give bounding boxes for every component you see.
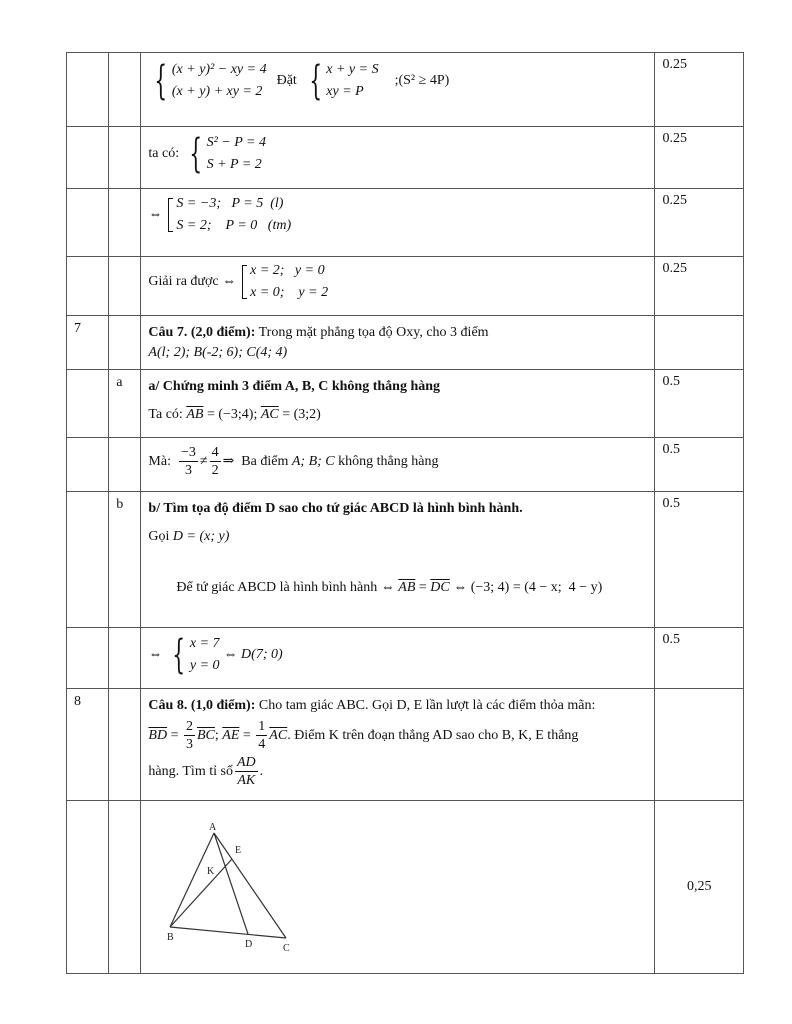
question-number: 8 (67, 689, 109, 801)
figure-cell (141, 801, 655, 974)
score (655, 689, 744, 801)
table-row (67, 316, 744, 370)
sub-part (109, 127, 141, 189)
condition: ;(S² ≥ 4P) (394, 73, 450, 88)
table-row (67, 801, 744, 974)
table-row (67, 438, 744, 492)
vector-ac: $\overline{AC}$ (260, 407, 279, 422)
question-number (67, 370, 109, 438)
score: 0,25 (655, 801, 744, 974)
question-number: 7 (67, 316, 109, 370)
label-c: C (283, 943, 291, 954)
fraction: $\frac{2}{3}$ (186, 719, 193, 752)
answer-content (141, 370, 655, 438)
question-number (67, 127, 109, 189)
equation-line: S² − P = 4 (206, 135, 266, 150)
question-number (67, 438, 109, 492)
sub-part (109, 189, 141, 257)
score: 0.5 (655, 438, 744, 492)
vector-value: = (−3;4); (203, 407, 261, 422)
table-row (67, 689, 744, 801)
question-content: Câu 8. (1,0 điểm): Cho tam giác ABC. Gọi D, E lần lượt là các điểm thỏa mãn: $\overline{BD}$ = $\frac{2}{3}$ $\overline{BC}$ ; $\overline{AE}$ = $\frac{1}{4}$ $\overline{AC}$ . Điểm K trên đoạn thẳng AD sao cho B, K, E thẳng hàng. Tìm tỉ số $\frac{AD}{AK}$ . (141, 689, 655, 801)
table-row (67, 257, 744, 316)
result-text: ⇔ D(7; 0) (223, 647, 283, 662)
not-equal-symbol: ≠ (199, 453, 208, 469)
lead-text: ta có: (148, 146, 180, 161)
fraction: $\frac{4}{2}$ (211, 445, 219, 478)
equals-sign: = (415, 580, 431, 595)
equation-line: (x + y)² − xy = 4 (171, 62, 267, 77)
question-heading: Câu 7. (2,0 điểm): (148, 325, 256, 340)
period: . (259, 763, 264, 779)
sub-part (109, 689, 141, 801)
label-k: K (207, 866, 215, 877)
segment-be (170, 859, 232, 927)
label-d: D (245, 939, 253, 950)
answer-content (141, 127, 655, 189)
vector-bd: $\overline{BD}$ (148, 727, 168, 743)
triangle-figure (159, 823, 319, 958)
sub-part (109, 801, 141, 974)
question-text: . Điểm K trên đoạn thẳng AD sao cho B, K, E thẳng (287, 727, 579, 743)
sub-part: a (109, 370, 141, 438)
vector-value: = (3;2) (278, 407, 321, 422)
answer-content (141, 257, 655, 316)
score: 0.25 (655, 53, 744, 127)
sub-part: b (109, 492, 141, 628)
equation-system: { x = 7 y = 0 (172, 632, 220, 678)
segment-ac (214, 833, 286, 938)
lead-text: Gọi (148, 529, 173, 544)
part-heading: a/ Chứng minh 3 điểm A, B, C không thẳng hàng (148, 379, 441, 394)
point-list: A(l; 2); B(-2; 6); C(4; 4) (148, 345, 288, 360)
table-row (67, 53, 744, 127)
score: 0.5 (655, 370, 744, 438)
vector-ab: $\overline{AB}$ (186, 407, 204, 422)
question-text: Cho tam giác ABC. Gọi D, E lần lượt là các điểm thỏa mãn: (255, 698, 596, 713)
segment-ad (214, 833, 248, 934)
equation-line: S = 2; P = 0 (tm) (176, 218, 292, 233)
sub-part (109, 316, 141, 370)
score: 0.25 (655, 257, 744, 316)
answer-content (141, 189, 655, 257)
equation-line: x = 2; y = 0 (250, 263, 325, 278)
vector-ac: $\overline{AC}$ (269, 727, 288, 743)
question-text: hàng. Tìm tỉ số (148, 763, 233, 779)
score: 0.5 (655, 628, 744, 689)
vector-ab: $\overline{AB}$ (398, 580, 416, 595)
answer-content (141, 628, 655, 689)
equation-line: x = 7 (189, 636, 220, 651)
equation-set (242, 263, 328, 301)
question-heading: Câu 8. (1,0 điểm): (148, 698, 256, 713)
equation-text: ⇔ (−3; 4) = (4 − x; 4 − y) (449, 580, 603, 595)
label-e: E (235, 845, 242, 856)
question-number (67, 189, 109, 257)
question-number (67, 53, 109, 127)
point-d: D = (x; y) (172, 529, 230, 544)
answer-table (66, 52, 744, 974)
table-row (67, 628, 744, 689)
sub-part (109, 53, 141, 127)
lead-text: Để tứ giác ABCD là hình bình hành ⇔ (176, 580, 399, 595)
equation-line: S + P = 2 (206, 157, 262, 172)
table-row (67, 189, 744, 257)
segment-ab (170, 833, 214, 927)
equation-line: S = −3; P = 5 (l) (176, 196, 284, 211)
question-number (67, 257, 109, 316)
question-number (67, 801, 109, 974)
score (655, 316, 744, 370)
score: 0.5 (655, 492, 744, 628)
question-text: Trong mặt phẳng tọa độ Oxy, cho 3 điểm (255, 325, 489, 340)
vector-bc: $\overline{BC}$ (197, 727, 215, 743)
equation-system: { S² − P = 4 S + P = 2 (189, 131, 266, 177)
question-number (67, 492, 109, 628)
table-row (67, 492, 744, 628)
lead-text: Giải ra được ⇔ (148, 274, 237, 289)
lead-text: Ta có: (148, 407, 183, 422)
table-row (67, 127, 744, 189)
answer-content (141, 53, 655, 127)
substitution-word: Đặt (276, 73, 297, 88)
equivalence-symbol: ⇔ (148, 647, 163, 662)
fraction: $\frac{1}{4}$ (258, 719, 266, 752)
score: 0.25 (655, 127, 744, 189)
equation-line: x + y = S (326, 62, 379, 77)
ratio-fraction: $\frac{AD}{AK}$ (236, 755, 256, 788)
label-a: A (209, 823, 217, 833)
equation-system: { x + y = S xy = P (309, 58, 379, 104)
label-b: B (167, 932, 175, 943)
sub-part (109, 438, 141, 492)
part-heading: b/ Tìm tọa độ điểm D sao cho tứ giác ABCD là hình bình hành. (148, 501, 523, 516)
conclusion-text: ⇒ Ba điểm (222, 454, 292, 469)
equation-line: x = 0; y = 2 (250, 285, 329, 300)
segment-bc (170, 927, 286, 938)
answer-content (141, 492, 655, 628)
question-content (141, 316, 655, 370)
point-names: A; B; C (291, 453, 335, 469)
equation-line: (x + y) + xy = 2 (171, 84, 263, 99)
vector-ae: $\overline{AE}$ (222, 727, 240, 743)
equation-line: xy = P (326, 84, 364, 99)
conclusion-text: không thẳng hàng (334, 453, 439, 469)
equation-line: y = 0 (189, 658, 220, 673)
sub-part (109, 257, 141, 316)
score: 0.25 (655, 189, 744, 257)
equation-set (168, 196, 291, 234)
equivalence-symbol: ⇔ (148, 207, 163, 222)
vector-dc: $\overline{DC}$ (430, 580, 450, 595)
sub-part (109, 628, 141, 689)
lead-text: Mà: (148, 453, 171, 469)
fraction: $\frac{-3}{3}$ (180, 445, 196, 478)
equation-system: { (x + y)² − xy = 4 (x + y) + xy = 2 (154, 58, 267, 104)
answer-content (141, 438, 655, 492)
question-number (67, 628, 109, 689)
table-row (67, 370, 744, 438)
